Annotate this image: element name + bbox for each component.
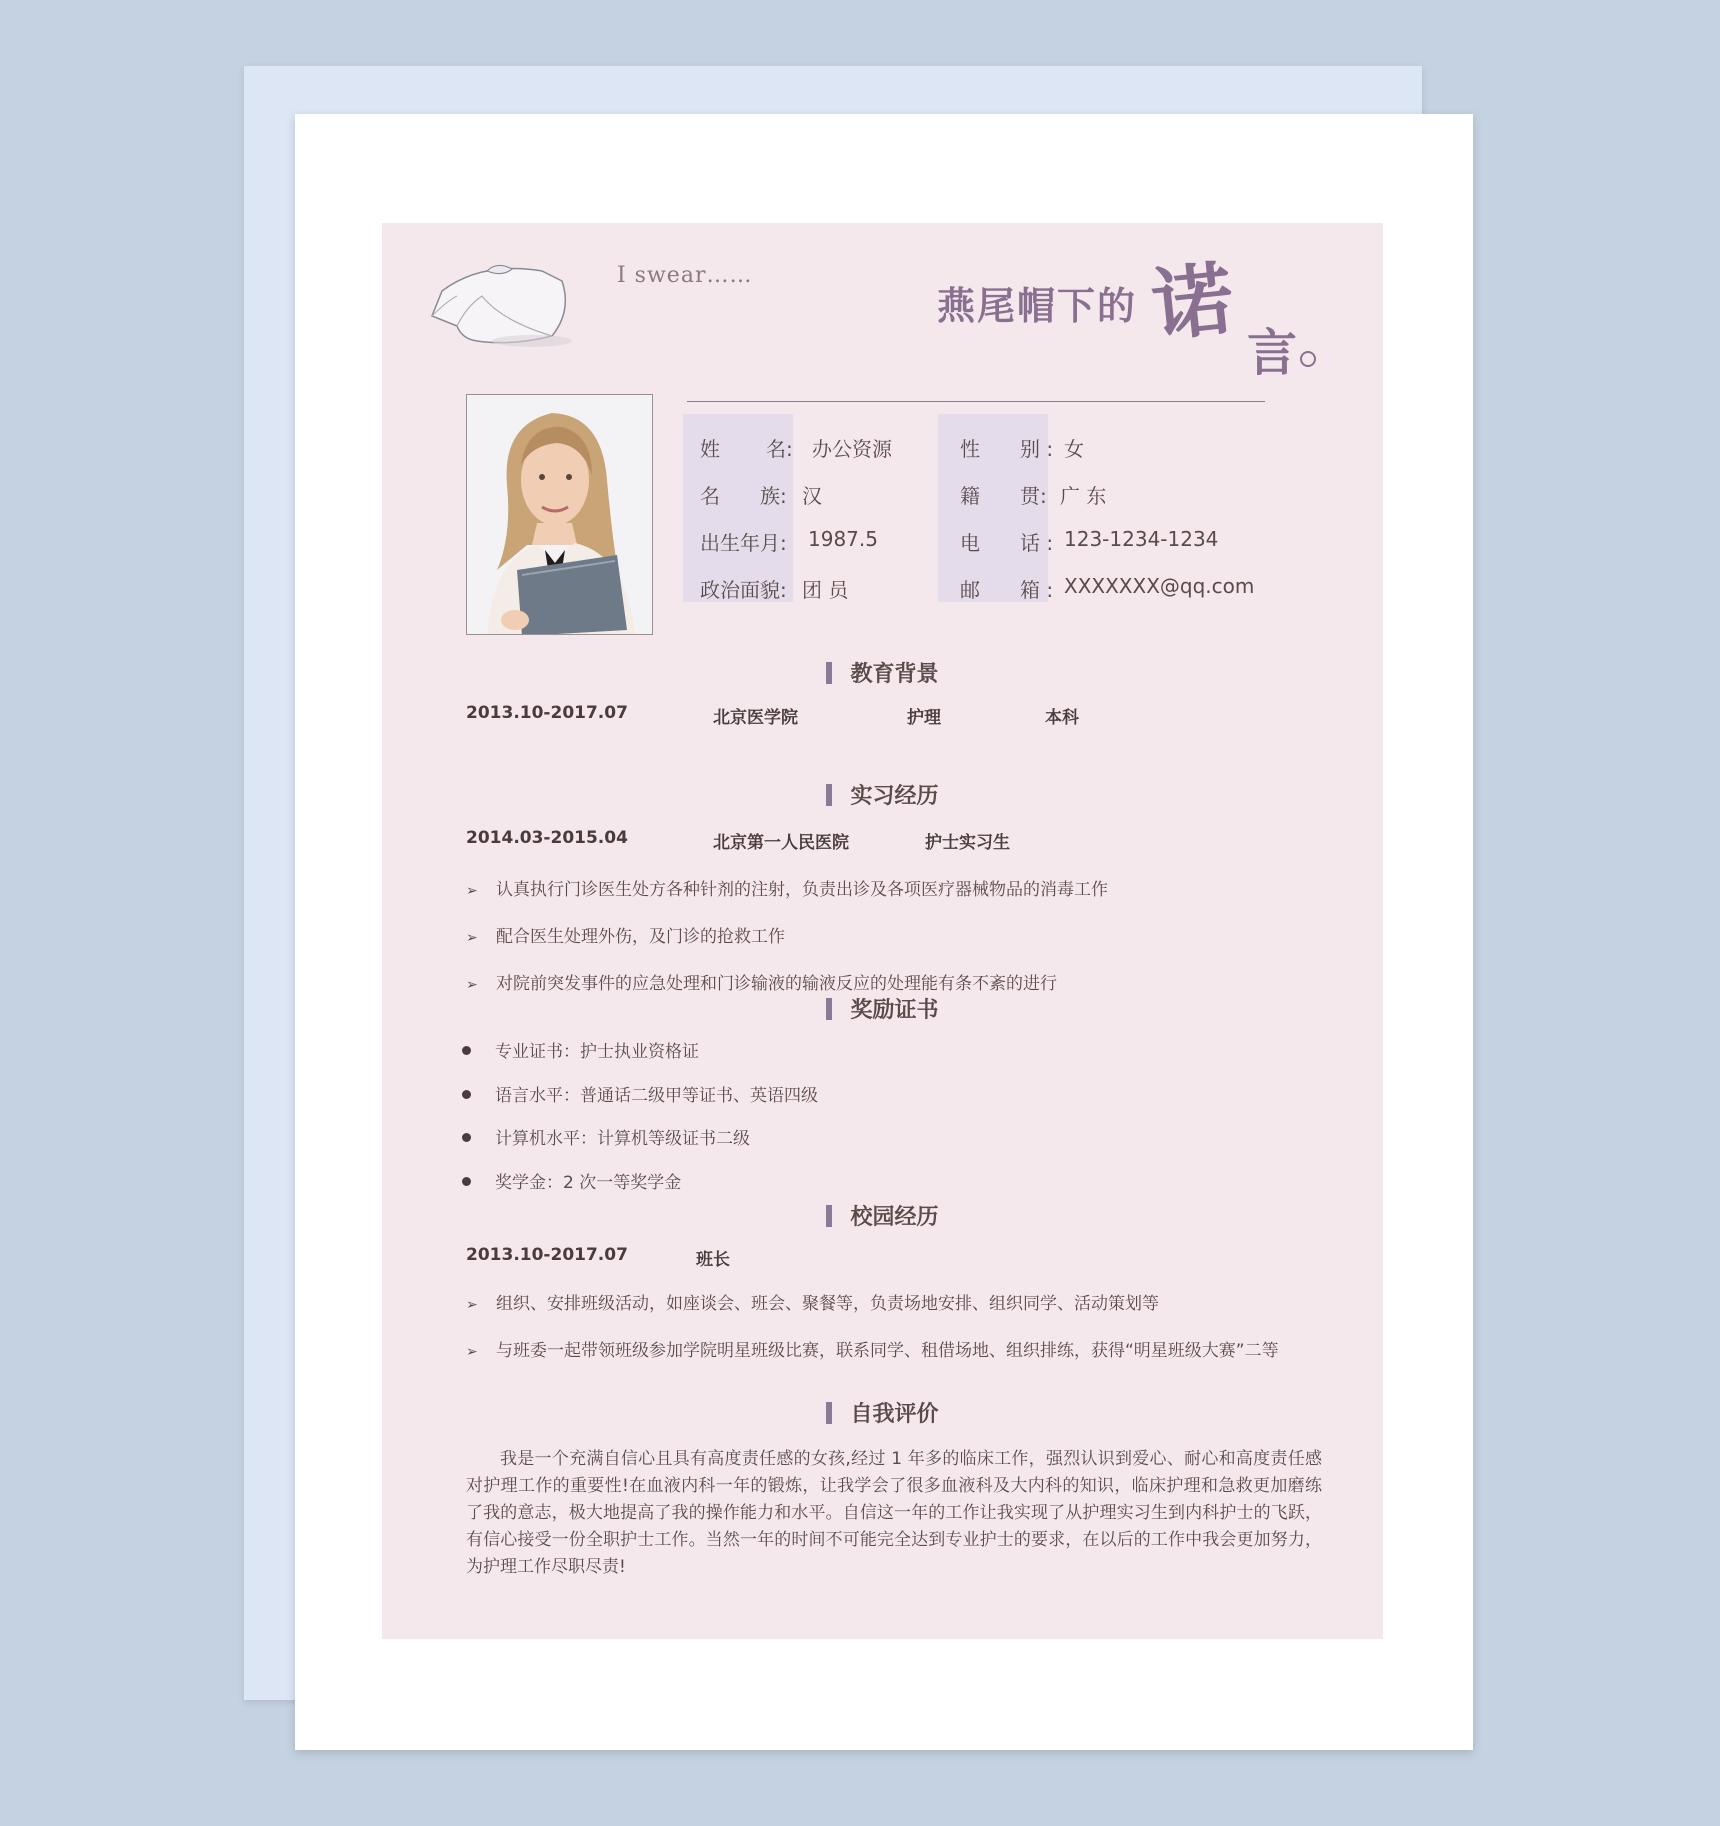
section-marker	[826, 1205, 832, 1227]
info-label: 出生年月:	[700, 531, 787, 555]
section-title-text: 校园经历	[850, 1205, 939, 1230]
dot-bullet-icon	[462, 1046, 471, 1055]
internship-period: 2014.03-2015.04	[466, 828, 628, 848]
campus-role: 班长	[696, 1250, 730, 1270]
dot-bullet-icon	[462, 1090, 471, 1099]
section-title-self-eval	[382, 1397, 1383, 1428]
section-title-awards	[382, 993, 1383, 1024]
section-title-campus	[382, 1200, 1383, 1231]
resume-title: 燕尾帽下的	[937, 283, 1138, 328]
internship-org: 北京第一人民医院	[713, 833, 849, 853]
section-title-text: 奖励证书	[850, 998, 939, 1023]
award-item: 奖学金：2 次一等奖学金	[462, 1168, 681, 1193]
campus-item: ➢ 与班委一起带领班级参加学院明星班级比赛，联系同学、租借场地、组织排练，获得“明星班级大赛”二等	[466, 1341, 1279, 1361]
info-label: 籍	[960, 484, 980, 508]
info-label: 名:	[766, 437, 793, 461]
profile-photo	[466, 394, 653, 635]
section-title-text: 教育背景	[850, 662, 939, 687]
section-title-internship	[382, 779, 1383, 810]
education-degree: 本科	[1045, 708, 1079, 728]
arrow-bullet-icon: ➢	[466, 1344, 478, 1360]
info-label: 贯:	[1020, 484, 1047, 508]
info-label: 名	[700, 484, 720, 508]
education-period: 2013.10-2017.07	[466, 703, 628, 723]
info-value: 团 员	[802, 578, 849, 602]
swear-tagline: I swear……	[617, 263, 753, 288]
arrow-bullet-icon: ➢	[466, 1297, 478, 1313]
section-marker	[826, 998, 832, 1020]
section-marker	[826, 784, 832, 806]
nurse-cap-icon	[422, 251, 582, 351]
award-item: 专业证书：护士执业资格证	[462, 1037, 699, 1062]
internship-item: ➢ 认真执行门诊医生处方各种针剂的注射，负责出诊及各项医疗器械物品的消毒工作	[466, 880, 1108, 900]
title-period-mark	[1300, 351, 1316, 367]
info-label: 政治面貌:	[700, 578, 787, 602]
education-school: 北京医学院	[713, 708, 798, 728]
info-value: XXXXXXX@qq.com	[1064, 574, 1255, 598]
info-value: 123-1234-1234	[1064, 527, 1219, 551]
info-label: 姓	[700, 437, 720, 461]
info-label: 族:	[760, 484, 787, 508]
arrow-bullet-icon: ➢	[466, 977, 478, 993]
info-label: 别 :	[1020, 437, 1054, 461]
info-label: 话 :	[1020, 531, 1054, 555]
portrait-illustration	[467, 395, 653, 635]
info-value: 汉	[802, 484, 822, 508]
info-value: 广 东	[1060, 484, 1107, 508]
section-title-text: 自我评价	[850, 1402, 939, 1427]
internship-item: ➢ 对院前突发事件的应急处理和门诊输液的输液反应的处理能有条不紊的进行	[466, 974, 1057, 994]
dot-bullet-icon	[462, 1177, 471, 1186]
info-label: 箱 :	[1020, 578, 1054, 602]
section-marker	[826, 662, 832, 684]
info-value: 1987.5	[808, 527, 878, 551]
section-marker	[826, 1402, 832, 1424]
info-value: 女	[1064, 437, 1084, 461]
info-label: 性	[960, 437, 980, 461]
resume-panel	[382, 223, 1383, 1639]
campus-period: 2013.10-2017.07	[466, 1245, 628, 1265]
info-label: 邮	[960, 578, 980, 602]
resume-title-second-char: 言	[1247, 323, 1297, 382]
self-eval-paragraph: 我是一个充满自信心且具有高度责任感的女孩,经过 1 年多的临床工作，强烈认识到爱心、耐心和高度责任感对护理工作的重要性!在血液内科一年的锻炼，让我学会了很多血液科及大内科的知识，临床护理和急救更加磨练了我的意志，极大地提高了我的操作能力和水平。自信这一年的工作让我实现了从护理实习生到内科护士的飞跃，有信心接受一份全职护士工作。当然一年的时间不可能完全达到专业护士的要求，在以后的工作中我会更加努力，为护理工作尽职尽责!	[466, 1449, 1322, 1577]
arrow-bullet-icon: ➢	[466, 883, 478, 899]
campus-item: ➢ 组织、安排班级活动，如座谈会、班会、聚餐等，负责场地安排、组织同学、活动策划等	[466, 1294, 1159, 1314]
award-item: 计算机水平：计算机等级证书二级	[462, 1124, 750, 1149]
award-item: 语言水平：普通话二级甲等证书、英语四级	[462, 1081, 818, 1106]
arrow-bullet-icon: ➢	[466, 930, 478, 946]
dot-bullet-icon	[462, 1133, 471, 1142]
internship-role: 护士实习生	[925, 833, 1010, 853]
info-value: 办公资源	[812, 437, 892, 461]
section-title-education	[382, 657, 1383, 688]
education-major: 护理	[907, 708, 941, 728]
resume-title-large-char: 诺	[1147, 251, 1238, 353]
header-divider	[687, 401, 1265, 402]
internship-item: ➢ 配合医生处理外伤，及门诊的抢救工作	[466, 927, 785, 947]
info-label: 电	[960, 531, 980, 555]
section-title-text: 实习经历	[850, 784, 939, 809]
